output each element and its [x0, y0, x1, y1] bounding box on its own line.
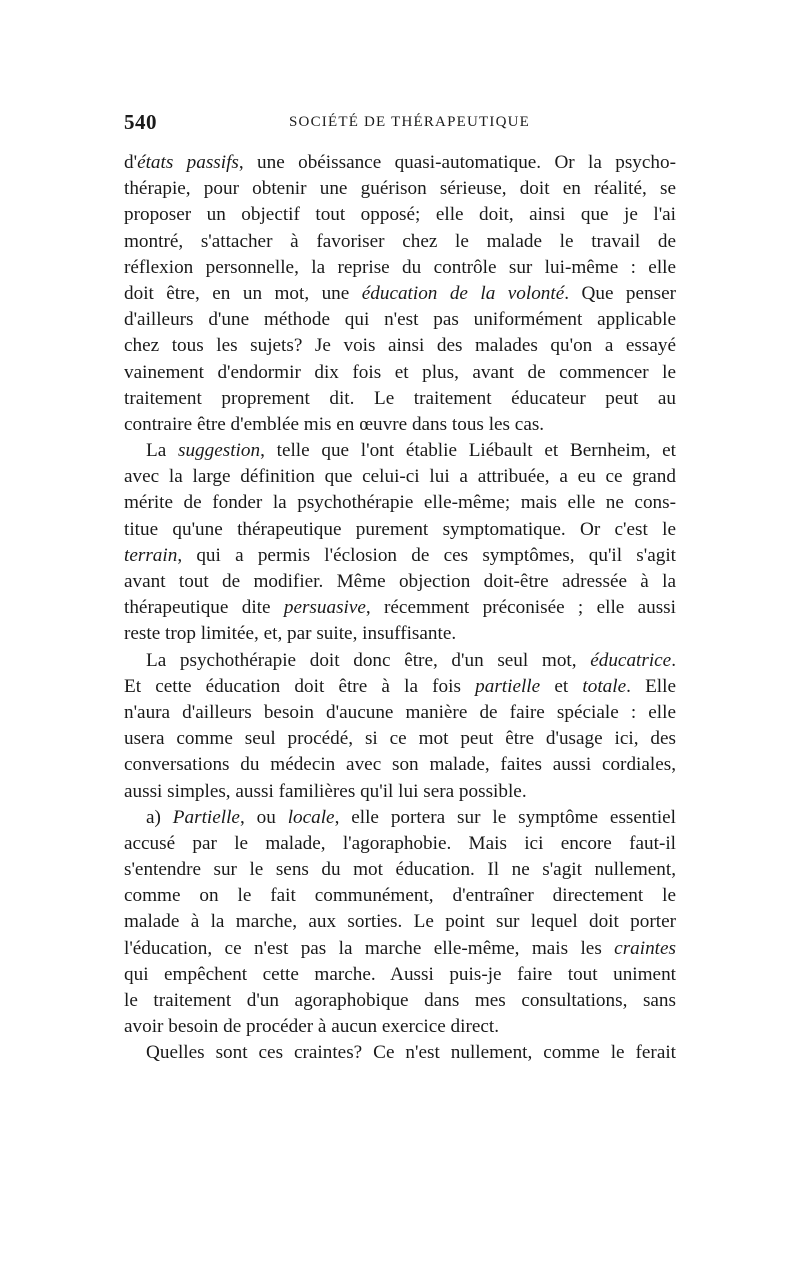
text-line: [124, 438, 676, 464]
text-run: , qui a permis l'éclosion de ces symptômes, qu'il s'agit: [177, 544, 676, 566]
text-line: [124, 805, 676, 831]
text-run: proposer un objectif tout opposé; elle doit, ainsi que je l'ai: [124, 204, 676, 226]
italic-phrase: totale: [582, 675, 627, 697]
italic-phrase: terrain: [124, 544, 178, 566]
italic-phrase: Partielle: [172, 806, 240, 828]
text-line: [124, 307, 676, 333]
text-line: [124, 281, 676, 307]
text-line: [124, 150, 676, 176]
text-line: [124, 202, 676, 228]
text-run: avant tout de modifier. Même objection doit-être adressée à la: [124, 571, 676, 592]
text-run: .: [671, 649, 676, 671]
text-line: [124, 176, 676, 202]
text-line: [124, 490, 676, 516]
text-line: [124, 909, 676, 935]
text-line: [124, 569, 676, 595]
text-run: accusé par le malade, l'agoraphobie. Mais ici encore faut-il: [124, 832, 676, 854]
text-run: contraire être d'emblée mis en œuvre dans tous les cas.: [124, 413, 545, 435]
text-run: titue qu'une thérapeutique purement symptomatique. Or c'est le: [124, 518, 676, 540]
text-line: [124, 883, 676, 909]
text-run: La psychothérapie doit donc être, d'un seul mot,: [146, 649, 591, 671]
text-line: [124, 674, 676, 700]
running-title: SOCIÉTÉ DE THÉRAPEUTIQUE: [289, 114, 531, 130]
text-line: [124, 517, 676, 543]
text-run: montré, s'attacher à favoriser chez le malade le travail de: [124, 230, 676, 252]
text-line: [124, 857, 676, 883]
text-line: [124, 229, 676, 255]
text-line: [124, 988, 676, 1014]
text-run: s'entendre sur le sens du mot éducation. Il ne s'agit nullement,: [124, 859, 676, 881]
italic-phrase: éducation de la volonté: [361, 282, 565, 304]
text-line: [124, 621, 676, 647]
italic-phrase: persuasive: [283, 597, 366, 619]
text-run: . Elle: [626, 675, 676, 697]
text-run: traitement proprement dit. Le traitement éducateur peut au: [124, 387, 676, 409]
text-run: le traitement d'un agoraphobique dans mes consultations, sans: [124, 990, 676, 1011]
body-text: [124, 150, 676, 1067]
text-line: [124, 831, 676, 857]
text-line: [124, 595, 676, 621]
text-run: comme on le fait communément, d'entraîner directement le: [124, 885, 676, 907]
text-run: La: [146, 440, 178, 462]
text-line: [124, 543, 676, 569]
text-run: thérapeutique dite: [124, 597, 284, 619]
italic-phrase: éducatrice: [590, 649, 672, 671]
text-line: [124, 752, 676, 778]
text-run: aussi simples, aussi familières qu'il lui sera possible.: [124, 780, 527, 802]
page-number: 540: [124, 110, 157, 134]
text-line: [124, 726, 676, 752]
text-run: avec la large définition que celui-ci lui a attribuée, a eu ce grand: [124, 466, 676, 488]
text-line: [124, 648, 676, 674]
text-line: [124, 779, 676, 805]
text-run: d'ailleurs d'une méthode qui n'est pas uniformément applicable: [124, 309, 676, 331]
text-run: , elle portera sur le symptôme essentiel: [334, 806, 677, 828]
text-run: mérite de fonder la psychothérapie elle-même; mais elle ne cons-: [124, 492, 676, 514]
text-line: [124, 412, 676, 438]
text-run: Et cette éducation doit être à la fois: [124, 675, 476, 697]
text-run: , récemment préconisée ; elle aussi: [365, 597, 676, 619]
text-run: et: [540, 675, 583, 697]
text-line: [124, 464, 676, 490]
italic-phrase: états passifs: [137, 152, 239, 173]
text-run: doit être, en un mot, une: [124, 282, 362, 304]
text-run: réflexion personnelle, la reprise du contrôle sur lui-même : elle: [124, 256, 676, 278]
italic-phrase: craintes: [614, 937, 676, 959]
text-run: l'éducation, ce n'est pas la marche elle-même, mais les: [124, 937, 615, 959]
text-line: [124, 962, 676, 988]
text-run: vainement d'endormir dix fois et plus, avant de commencer le: [124, 361, 676, 383]
text-run: , telle que l'ont établie Liébault et Bernheim, et: [260, 440, 676, 462]
text-line: [124, 1040, 676, 1066]
text-run: a): [146, 806, 173, 828]
text-run: malade à la marche, aux sorties. Le point sur lequel doit porter: [124, 911, 676, 933]
text-line: [124, 700, 676, 726]
text-line: [124, 333, 676, 359]
text-line: [124, 386, 676, 412]
text-line: [124, 255, 676, 281]
text-run: reste trop limitée, et, par suite, insuffisante.: [124, 623, 457, 645]
italic-phrase: suggestion: [177, 440, 261, 462]
running-head: [124, 110, 684, 136]
text-run: n'aura d'ailleurs besoin d'aucune manière de faire spéciale : elle: [124, 701, 676, 723]
text-line: [124, 936, 676, 962]
italic-phrase: partielle: [475, 675, 541, 697]
text-run: qui empêchent cette marche. Aussi puis-je faire tout uniment: [124, 963, 676, 985]
text-run: Quelles sont ces craintes? Ce n'est nullement, comme le ferait: [146, 1042, 676, 1064]
text-run: conversations du médecin avec son malade, faites aussi cordiales,: [124, 754, 676, 776]
text-run: . Que penser: [564, 282, 676, 304]
text-line: [124, 360, 676, 386]
text-run: d': [124, 152, 138, 173]
text-run: usera comme seul procédé, si ce mot peut être d'usage ici, des: [124, 728, 676, 750]
text-run: chez tous les sujets? Je vois ainsi des malades qu'on a essayé: [124, 335, 676, 357]
text-line: [124, 1014, 676, 1040]
text-run: , une obéissance quasi-automatique. Or la psycho-: [238, 152, 676, 173]
italic-phrase: locale: [287, 806, 335, 828]
text-run: avoir besoin de procéder à aucun exercice direct.: [124, 1016, 500, 1038]
text-run: , ou: [239, 806, 288, 828]
text-run: thérapie, pour obtenir une guérison sérieuse, doit en réalité, se: [124, 178, 676, 200]
